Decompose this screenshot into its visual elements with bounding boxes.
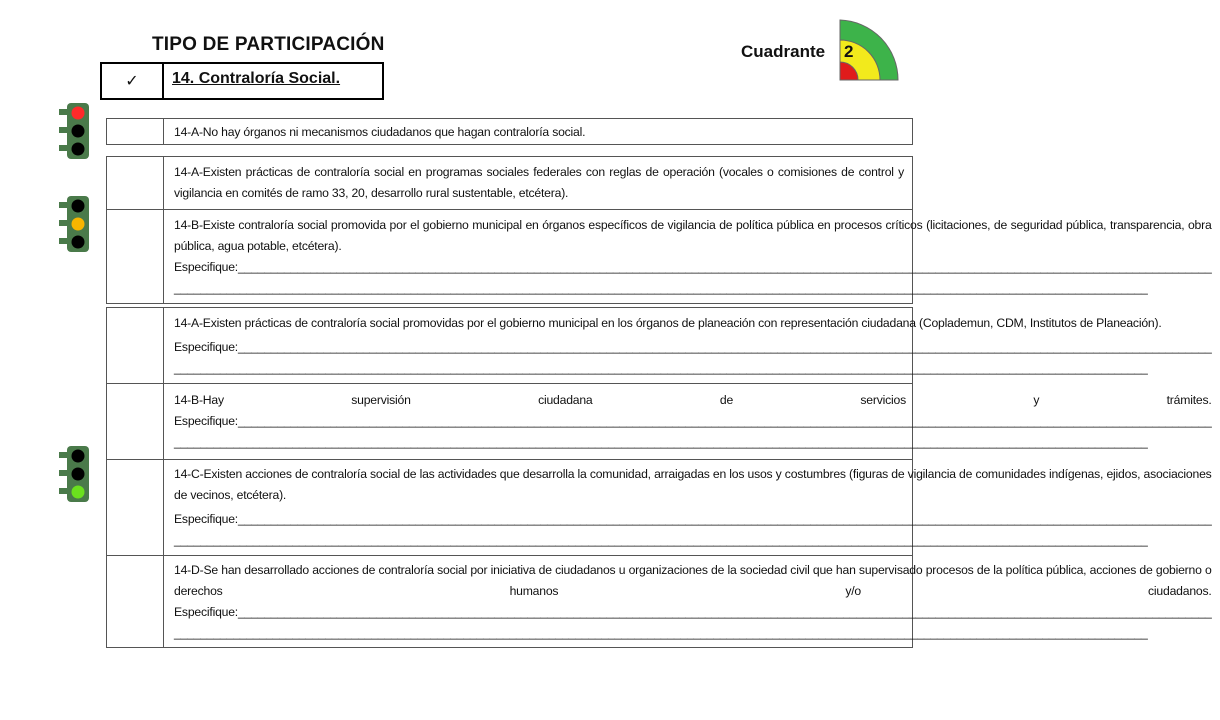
option-text	[174, 560, 1212, 623]
specify-line	[174, 337, 1212, 358]
specify-blank-line[interactable]: ____________________________________________________________________________________________________________________________________________________	[174, 626, 1148, 640]
specify-line	[174, 411, 1212, 432]
option-row-14d-ciudadanos	[107, 555, 1212, 647]
option-row-14b-supervision	[107, 383, 1212, 459]
option-checkbox[interactable]	[107, 308, 164, 383]
specify-label: Especifique:	[174, 414, 238, 428]
option-body	[164, 556, 1220, 647]
option-text: 14-A-Existen prácticas de contraloría social en programas sociales federales con reglas de operación (vocales o comisiones de control y vigilancia en comités de ramo 33, 20, desarrollo rural sustentable, etcétera).	[174, 165, 904, 200]
option-table-green	[106, 307, 1212, 648]
option-word: ciudadana	[538, 393, 593, 407]
option-text: 14-B-Existe contraloría social promovida por el gobierno municipal en órganos específicos de vigilancia de política pública en procesos críticos (licitaciones, de seguridad pública, transparencia, obra pública, agua potable, etcétera).	[174, 218, 1212, 253]
option-table-red	[106, 118, 913, 145]
option-checkbox[interactable]	[107, 157, 164, 209]
specify-blank[interactable]: ____________________________________________________________________________________________________________________________________________________	[238, 605, 1212, 619]
specify-line	[174, 257, 1212, 278]
option-checkbox[interactable]	[107, 119, 164, 144]
option-row-14c-usos-costumbres	[107, 459, 1212, 555]
option-body	[164, 210, 1220, 303]
specify-label: Especifique:	[174, 512, 238, 526]
option-text-main: 14-D-Se han desarrollado acciones de contraloría social por iniciativa de ciudadanos u organizaciones de la sociedad civil que han supervisado procesos de la política pública, acciones de gobierno o derechos humanos y/o ciudadanos. Especifique:	[174, 563, 1212, 619]
option-table-yellow	[106, 156, 1212, 304]
option-checkbox[interactable]	[107, 556, 164, 647]
traffic-light-red-icon	[57, 101, 91, 161]
specify-blank-line[interactable]: ____________________________________________________________________________________________________________________________________________________	[174, 533, 1148, 547]
check-icon[interactable]: ✓	[102, 64, 164, 98]
option-row-14a-no	[107, 119, 912, 144]
option-body	[164, 384, 1220, 459]
specify-label: Especifique:	[174, 340, 238, 354]
traffic-light-green-icon	[57, 444, 91, 504]
option-word: de	[719, 393, 734, 407]
quadrant-number: 2	[844, 42, 854, 61]
option-word: 14-B-Hay	[174, 393, 224, 407]
specify-blank[interactable]: ____________________________________________________________________________________________________________________________________________________	[238, 260, 1212, 274]
option-checkbox[interactable]	[107, 460, 164, 555]
specify-blank[interactable]: ____________________________________________________________________________________________________________________________________________________	[238, 512, 1212, 526]
option-text: 14-A-No hay órganos ni mecanismos ciudadanos que hagan contraloría social.	[174, 125, 586, 139]
option-word: y	[1033, 393, 1040, 407]
option-row-14a-planeacion	[107, 308, 1212, 383]
traffic-light-yellow-icon	[57, 194, 91, 254]
specify-blank[interactable]: ____________________________________________________________________________________________________________________________________________________	[238, 414, 1212, 428]
option-checkbox[interactable]	[107, 384, 164, 459]
option-body	[164, 308, 1220, 383]
option-row-14b-municipal	[107, 209, 1212, 303]
specify-blank-line[interactable]: ____________________________________________________________________________________________________________________________________________________	[174, 281, 1148, 295]
option-text: 14-A-Existen prácticas de contraloría social promovidas por el gobierno municipal en los órganos de planeación con representación ciudadana (Coplademun, CDM, Institutos de Planeación).	[174, 316, 1162, 330]
specify-blank-line[interactable]: ____________________________________________________________________________________________________________________________________________________	[174, 361, 1148, 375]
specify-blank[interactable]: ____________________________________________________________________________________________________________________________________________________	[238, 340, 1212, 354]
option-body	[164, 460, 1220, 555]
option-word: trámites.	[1166, 393, 1212, 407]
specify-line	[174, 509, 1212, 530]
option-text: 14-C-Existen acciones de contraloría social de las actividades que desarrolla la comunidad, arraigadas en los usos y costumbres (figuras de vigilancia de comunidades indígenas, ejidos, asociaciones de vecinos, etcétera).	[174, 467, 1212, 502]
page-title: TIPO DE PARTICIPACIÓN	[152, 34, 385, 55]
option-text	[174, 390, 1212, 411]
option-checkbox[interactable]	[107, 210, 164, 303]
specify-blank-line[interactable]: ____________________________________________________________________________________________________________________________________________________	[174, 435, 1148, 449]
option-word: supervisión	[351, 393, 411, 407]
section-title: 14. Contraloría Social.	[172, 70, 341, 87]
specify-label: Especifique:	[174, 260, 238, 274]
section-header	[100, 62, 384, 100]
option-row-14a-federal	[107, 157, 912, 209]
quadrant-label: Cuadrante	[741, 42, 826, 61]
option-word: servicios	[860, 393, 906, 407]
